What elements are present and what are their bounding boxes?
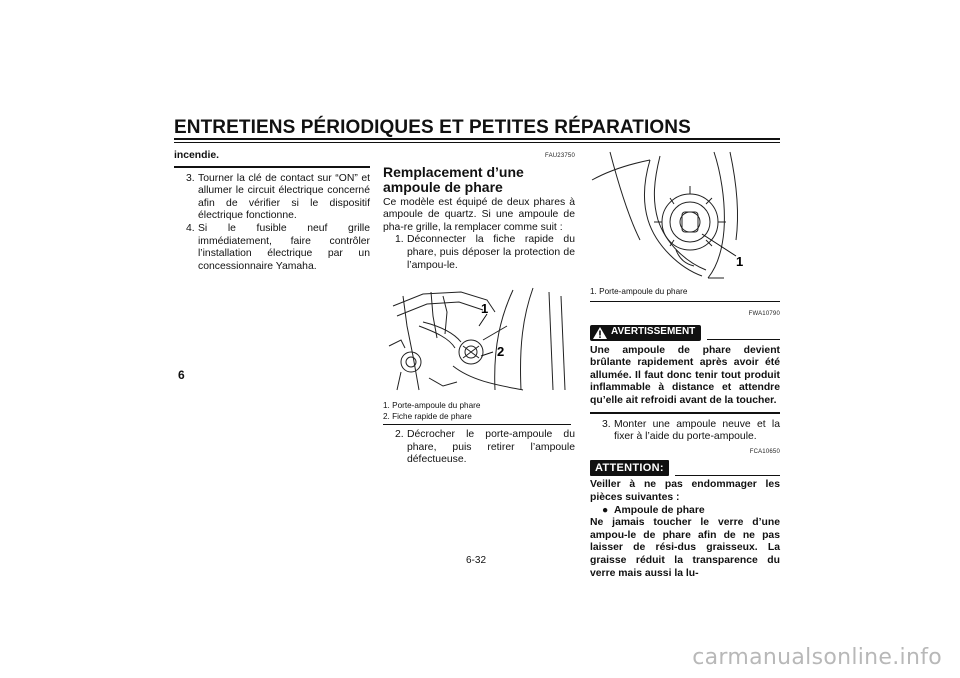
lead-text: incendie. xyxy=(174,150,220,161)
title-rule xyxy=(174,138,780,140)
callout-1: 1 xyxy=(736,254,744,269)
attention-text: Ne jamais toucher le verre d’une ampou-le de phare afin de ne pas laisser de rési-dus graisseux. La graisse réduit la transparence du verre mais aussi la lu- xyxy=(590,517,780,579)
figure-bulb-holder xyxy=(590,150,780,282)
watermark: carmanualsonline.info xyxy=(692,645,942,670)
step-number: 1. xyxy=(395,234,404,246)
step-2 xyxy=(383,429,575,467)
warning-triangle-icon xyxy=(593,327,607,339)
page-title: ENTRETIENS PÉRIODIQUES ET PETITES RÉPARATIONS xyxy=(174,117,691,138)
bullet-text: Ampoule de phare xyxy=(614,504,705,516)
warning-text: Une ampoule de phare devient brûlante rapidement après avoir été allumée. Il faut donc tenir tout produit inflammable à distance et attendre qu’elle ait refroidi avant de la toucher. xyxy=(590,344,780,406)
attention-header xyxy=(590,460,780,476)
step-text: Déconnecter la fiche rapide du phare, puis déposer la protection de l’ampou-le. xyxy=(407,234,575,271)
caption-rule xyxy=(590,301,780,302)
step-3 xyxy=(174,173,370,223)
bullet-dot-icon: ● xyxy=(602,504,609,516)
figure-caption-1: 1. Porte-ampoule du phare xyxy=(383,401,481,411)
caption-rule xyxy=(383,424,571,425)
section-heading: Remplacement d’une ampoule de phare xyxy=(383,163,524,195)
section-rule xyxy=(174,166,370,168)
warning-label: AVERTISSEMENT xyxy=(611,326,696,338)
step-number: 4. xyxy=(186,222,195,234)
step-4 xyxy=(174,223,370,273)
step-number: 3. xyxy=(602,418,611,430)
column-1 xyxy=(174,150,370,273)
step-text: Tourner la clé de contact sur “ON” et allumer le circuit électrique concerné afin de vérifier si le dispositif électrique fonctionne. xyxy=(198,172,370,222)
figure-caption-2: 2. Fiche rapide de phare xyxy=(383,412,472,422)
figure-caption: 1. Porte-ampoule du phare xyxy=(590,287,688,296)
step-text: Monter une ampoule neuve et la fixer à l’aide du porte-ampoule. xyxy=(614,418,780,443)
warning-rule xyxy=(707,339,780,340)
step-3 xyxy=(590,419,780,444)
title-rule-thin xyxy=(174,142,780,143)
attention-badge: ATTENTION: xyxy=(590,460,669,476)
warning-header xyxy=(590,325,780,341)
figure-headlight-connector xyxy=(383,286,575,398)
callout-2: 2 xyxy=(497,344,505,360)
attention-intro: Veiller à ne pas endommager les pièces suivantes : xyxy=(590,479,780,503)
bulb-holder-illustration xyxy=(590,150,780,282)
section-code: FAU23750 xyxy=(545,153,575,159)
page-number: 6-32 xyxy=(466,555,487,566)
attention-code: FCA10650 xyxy=(749,448,780,455)
step-number: 2. xyxy=(395,429,404,441)
warning-code: FWA10790 xyxy=(748,311,780,317)
attention-bullet xyxy=(590,505,780,518)
chapter-number: 6 xyxy=(178,368,185,382)
step-number: 3. xyxy=(186,172,195,184)
step-1 xyxy=(383,234,575,272)
attention-rule xyxy=(675,475,780,476)
step-text: Si le fusible neuf grille immédiatement, faire contrôler l’installation électrique par un concessionnaire Yamaha. xyxy=(198,222,370,272)
headlight-connector-illustration xyxy=(383,286,575,398)
column-3 xyxy=(590,150,780,580)
intro-paragraph: Ce modèle est équipé de deux phares à ampoule de quartz. Si une ampoule de pha-re grille, la remplacer comme suit : xyxy=(383,196,575,233)
step-text: Décrocher le porte-ampoule du phare, puis retirer l’ampoule défectueuse. xyxy=(407,429,575,466)
warning-badge xyxy=(590,325,701,341)
callout-1: 1 xyxy=(481,301,489,317)
column-2 xyxy=(383,150,575,467)
warning-end-rule xyxy=(590,412,780,414)
